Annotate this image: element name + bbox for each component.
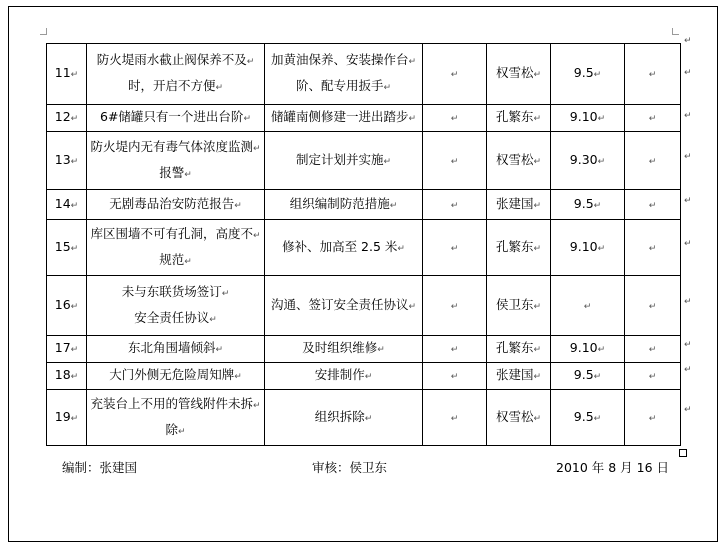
- cell-text: 侯卫东: [495, 296, 534, 312]
- date-label: 2010 年 8 月 16 日: [556, 460, 670, 475]
- cell-no[interactable]: [47, 220, 87, 276]
- paragraph-mark-icon: ↵: [450, 413, 459, 424]
- cell-remark[interactable]: [625, 363, 681, 390]
- cell-text-line: 东北角围墙倾斜: [127, 340, 216, 355]
- cell-text: 9.5: [573, 195, 594, 211]
- cell-no[interactable]: [47, 44, 87, 105]
- cell-measure[interactable]: [265, 336, 423, 363]
- table-row: [47, 276, 681, 336]
- cell-text-line: 6#储罐只有一个进出台阶: [100, 109, 244, 124]
- paragraph-mark-icon: ↵: [209, 314, 217, 325]
- cell-blank[interactable]: [423, 276, 487, 336]
- paragraph-mark-icon: ↵: [215, 345, 224, 355]
- paragraph-mark-icon: ↵: [533, 156, 542, 167]
- paragraph-mark-icon: ↵: [377, 345, 385, 355]
- cell-text-line: 防火堤内无有毒气体浓度监测: [90, 138, 253, 154]
- paragraph-mark-icon: ↵: [70, 114, 79, 124]
- paragraph-mark-icon: ↵: [533, 70, 542, 80]
- table-row: [47, 44, 681, 105]
- cell-text-line: 安排制作: [314, 367, 365, 382]
- cell-text: 张建国: [495, 367, 534, 382]
- cell-person[interactable]: [487, 190, 551, 220]
- cell-issue[interactable]: [87, 105, 265, 132]
- cell-blank[interactable]: [423, 390, 487, 446]
- paragraph-mark-icon: ↵: [450, 345, 459, 355]
- paragraph-mark-icon: ↵: [648, 156, 657, 167]
- paragraph-mark-icon: ↵: [533, 114, 542, 124]
- paragraph-mark-icon: ↵: [583, 301, 592, 312]
- cell-issue[interactable]: [87, 276, 265, 336]
- paragraph-mark-icon: ↵: [70, 200, 79, 211]
- cell-no[interactable]: [47, 390, 87, 446]
- table-row: [47, 132, 681, 190]
- paragraph-mark-icon: ↵: [533, 413, 542, 424]
- cell-text: 16: [54, 296, 71, 312]
- row-end-mark-icon: ↵: [684, 364, 692, 375]
- paragraph-mark-icon: ↵: [533, 301, 542, 312]
- cell-no[interactable]: [47, 363, 87, 390]
- cell-date[interactable]: [551, 44, 625, 105]
- row-end-mark-icon: ↵: [684, 196, 692, 206]
- cell-measure[interactable]: [265, 190, 423, 220]
- cell-person[interactable]: [487, 336, 551, 363]
- crop-mark-top-left: [40, 28, 47, 35]
- cell-text: 权雪松: [495, 408, 534, 424]
- paragraph-mark-icon: ↵: [389, 200, 398, 211]
- cell-text-line: 规范: [159, 251, 185, 267]
- cell-person[interactable]: [487, 220, 551, 276]
- cell-person[interactable]: [487, 390, 551, 446]
- cell-date[interactable]: [551, 390, 625, 446]
- cell-no[interactable]: [47, 276, 87, 336]
- paragraph-mark-icon: ↵: [450, 243, 459, 254]
- cell-date[interactable]: [551, 336, 625, 363]
- paragraph-mark-icon: ↵: [70, 413, 79, 424]
- cell-text-line: 报警: [159, 164, 185, 180]
- row-end-mark-icon: ↵: [684, 67, 692, 78]
- cell-person[interactable]: [487, 276, 551, 336]
- cell-remark[interactable]: [625, 190, 681, 220]
- paragraph-mark-icon: ↵: [70, 301, 79, 312]
- paragraph-mark-icon: ↵: [533, 345, 542, 355]
- paragraph-mark-icon: ↵: [597, 345, 606, 355]
- paragraph-mark-icon: ↵: [450, 372, 459, 382]
- cell-blank[interactable]: [423, 44, 487, 105]
- cell-remark[interactable]: [625, 44, 681, 105]
- paragraph-mark-icon: ↵: [397, 243, 405, 254]
- paragraph-mark-icon: ↵: [383, 83, 392, 93]
- cell-text: 9.5: [573, 367, 594, 382]
- paragraph-mark-icon: ↵: [648, 413, 657, 424]
- cell-date[interactable]: [551, 220, 625, 276]
- cell-measure[interactable]: [265, 44, 423, 105]
- paragraph-mark-icon: ↵: [246, 57, 255, 67]
- cell-measure[interactable]: [265, 132, 423, 190]
- row-end-mark-icon: ↵: [684, 239, 692, 249]
- cell-text: 19: [54, 408, 71, 424]
- paragraph-mark-icon: ↵: [70, 345, 79, 355]
- paragraph-mark-icon: ↵: [243, 114, 251, 124]
- cell-remark[interactable]: [625, 220, 681, 276]
- cell-measure[interactable]: [265, 363, 423, 390]
- cell-text: 12: [54, 109, 71, 124]
- paragraph-mark-icon: ↵: [215, 83, 224, 93]
- cell-date[interactable]: [551, 190, 625, 220]
- paragraph-mark-icon: ↵: [383, 156, 392, 167]
- cell-text: 14: [54, 195, 71, 211]
- cell-remark[interactable]: [625, 276, 681, 336]
- row-end-mark-icon: ↵: [684, 297, 692, 307]
- paragraph-mark-icon: ↵: [408, 114, 417, 124]
- paragraph-mark-icon: ↵: [364, 372, 373, 382]
- cell-text-line: 安全责任协议: [134, 309, 210, 325]
- cell-measure[interactable]: [265, 105, 423, 132]
- cell-text-line: 大门外侧无危险周知牌: [109, 367, 235, 382]
- cell-text-line: 制定计划并实施: [295, 151, 384, 167]
- paragraph-mark-icon: ↵: [597, 156, 606, 167]
- cell-text: 权雪松: [495, 151, 534, 167]
- paragraph-mark-icon: ↵: [252, 143, 261, 154]
- paragraph-mark-icon: ↵: [450, 114, 459, 124]
- cell-text: 9.30: [569, 151, 598, 167]
- cell-date[interactable]: [551, 363, 625, 390]
- cell-no[interactable]: [47, 336, 87, 363]
- paragraph-mark-icon: ↵: [648, 372, 657, 382]
- cell-remark[interactable]: [625, 336, 681, 363]
- paragraph-mark-icon: ↵: [408, 57, 417, 67]
- paragraph-mark-icon: ↵: [593, 70, 602, 80]
- paragraph-mark-icon: ↵: [648, 200, 657, 211]
- cell-text-line: 组织拆除: [314, 408, 365, 424]
- cell-issue[interactable]: [87, 336, 265, 363]
- paragraph-mark-icon: ↵: [252, 230, 261, 241]
- cell-person[interactable]: [487, 44, 551, 105]
- row-end-mark-icon: ↵: [684, 339, 692, 350]
- cell-text-line: 修补、加高至 2.5 米: [282, 238, 398, 254]
- cell-blank[interactable]: [423, 190, 487, 220]
- paragraph-mark-icon: ↵: [533, 243, 542, 254]
- cell-remark[interactable]: [625, 132, 681, 190]
- cell-measure[interactable]: [265, 220, 423, 276]
- reviewer-label: 审核：侯卫东: [312, 460, 388, 475]
- cell-blank[interactable]: [423, 132, 487, 190]
- paragraph-mark-icon: ↵: [234, 200, 242, 211]
- cell-issue[interactable]: [87, 220, 265, 276]
- paragraph-mark-icon: ↵: [450, 200, 459, 211]
- cell-date[interactable]: [551, 105, 625, 132]
- paragraph-mark-icon: ↵: [70, 156, 79, 167]
- table-row: [47, 105, 681, 132]
- hazard-rectification-table[interactable]: [46, 43, 681, 446]
- paragraph-mark-icon: ↵: [252, 400, 261, 411]
- cell-text-line: 防火堤雨水截止阀保养不及: [96, 52, 247, 67]
- row-end-mark-icon: ↵: [684, 110, 692, 121]
- cell-issue[interactable]: [87, 390, 265, 446]
- paragraph-mark-icon: ↵: [450, 301, 459, 312]
- paragraph-mark-icon: ↵: [364, 413, 373, 424]
- row-end-mark-icon: ↵: [684, 152, 692, 162]
- crop-mark-top-right: [672, 28, 679, 35]
- cell-issue[interactable]: [87, 363, 265, 390]
- paragraph-mark-icon: ↵: [221, 288, 230, 299]
- paragraph-mark-icon: ↵: [597, 114, 606, 124]
- cell-date[interactable]: [551, 276, 625, 336]
- cell-text: 9.10: [569, 109, 598, 124]
- paragraph-mark-icon: ↵: [533, 200, 542, 211]
- paragraph-mark-icon: ↵: [648, 345, 657, 355]
- cell-text: 孔繁东: [495, 238, 534, 254]
- cell-text: 13: [54, 151, 71, 167]
- cell-text: 9.5: [573, 65, 594, 80]
- cell-person[interactable]: [487, 132, 551, 190]
- paragraph-mark-icon: ↵: [184, 256, 192, 267]
- paragraph-mark-icon: ↵: [70, 372, 79, 382]
- cell-measure[interactable]: [265, 276, 423, 336]
- cell-blank[interactable]: [423, 363, 487, 390]
- paragraph-mark-icon: ↵: [648, 243, 657, 254]
- table-row: [47, 390, 681, 446]
- cell-text-line: 沟通、签订安全责任协议: [270, 296, 409, 312]
- cell-text-line: 充装台上不用的管线附件未拆: [90, 395, 253, 411]
- cell-text-line: 库区围墙不可有孔洞，高度不: [90, 225, 253, 241]
- paragraph-mark-icon: ↵: [408, 301, 417, 312]
- cell-text-line: 及时组织维修: [302, 340, 378, 355]
- paragraph-mark-icon: ↵: [70, 243, 79, 254]
- cell-text: 权雪松: [495, 65, 534, 80]
- cell-text: 张建国: [495, 195, 534, 211]
- paragraph-mark-icon: ↵: [450, 156, 459, 167]
- table-resize-handle[interactable]: [679, 449, 687, 457]
- cell-no[interactable]: [47, 105, 87, 132]
- cell-text: 孔繁东: [495, 340, 534, 355]
- cell-text: 9.5: [573, 408, 594, 424]
- cell-text-line: 加黄油保养、安装操作台: [270, 52, 409, 67]
- paragraph-mark-icon: ↵: [450, 70, 459, 80]
- paragraph-mark-icon: ↵: [70, 70, 79, 80]
- cell-issue[interactable]: [87, 44, 265, 105]
- cell-text-line: 储罐南侧修建一进出踏步: [270, 109, 409, 124]
- cell-measure[interactable]: [265, 390, 423, 446]
- cell-text: 孔繁东: [495, 109, 534, 124]
- cell-text: 15: [54, 238, 71, 254]
- cell-text: 18: [54, 367, 71, 382]
- cell-text-line: 未与东联货场签订: [121, 283, 222, 299]
- paragraph-mark-icon: ↵: [648, 70, 657, 80]
- cell-text-line: 组织编制防范措施: [289, 195, 390, 211]
- paragraph-mark-icon: ↵: [533, 372, 542, 382]
- cell-text: 9.10: [569, 340, 598, 355]
- cell-no[interactable]: [47, 132, 87, 190]
- cell-text: 17: [54, 340, 71, 355]
- cell-remark[interactable]: [625, 390, 681, 446]
- table-row: [47, 220, 681, 276]
- cell-remark[interactable]: [625, 105, 681, 132]
- cell-text-line: 无剧毒品治安防范报告: [109, 195, 235, 211]
- cell-blank[interactable]: [423, 220, 487, 276]
- paragraph-mark-icon: ↵: [184, 169, 192, 180]
- cell-text-line: 时，开启不方便: [127, 78, 216, 93]
- table-row: [47, 190, 681, 220]
- row-end-mark-icon: ↵: [684, 405, 692, 415]
- cell-text: 9.10: [569, 238, 598, 254]
- cell-blank[interactable]: [423, 336, 487, 363]
- compiler-label: 编制：张建国: [62, 460, 138, 475]
- table-row: [47, 336, 681, 363]
- cell-person[interactable]: [487, 363, 551, 390]
- paragraph-mark-icon: ↵: [648, 114, 657, 124]
- paragraph-mark-icon: ↵: [597, 243, 606, 254]
- paragraph-mark-icon: ↵: [593, 200, 602, 211]
- cell-text: 11: [54, 65, 71, 80]
- cell-issue[interactable]: [87, 190, 265, 220]
- paragraph-mark-icon: ↵: [234, 372, 242, 382]
- table-row: [47, 363, 681, 390]
- cell-issue[interactable]: [87, 132, 265, 190]
- paragraph-mark-icon: ↵: [593, 372, 602, 382]
- paragraph-mark-icon: ↵: [648, 301, 657, 312]
- cell-person[interactable]: [487, 105, 551, 132]
- cell-text-line: 阶、配专用扳手: [295, 78, 384, 93]
- paragraph-mark-icon: ↵: [593, 413, 602, 424]
- paragraph-mark-icon: ↵: [177, 426, 186, 437]
- cell-date[interactable]: [551, 132, 625, 190]
- cell-blank[interactable]: [423, 105, 487, 132]
- cell-text-line: 除: [165, 421, 178, 437]
- row-end-mark-icon: ↵: [684, 36, 692, 46]
- cell-no[interactable]: [47, 190, 87, 220]
